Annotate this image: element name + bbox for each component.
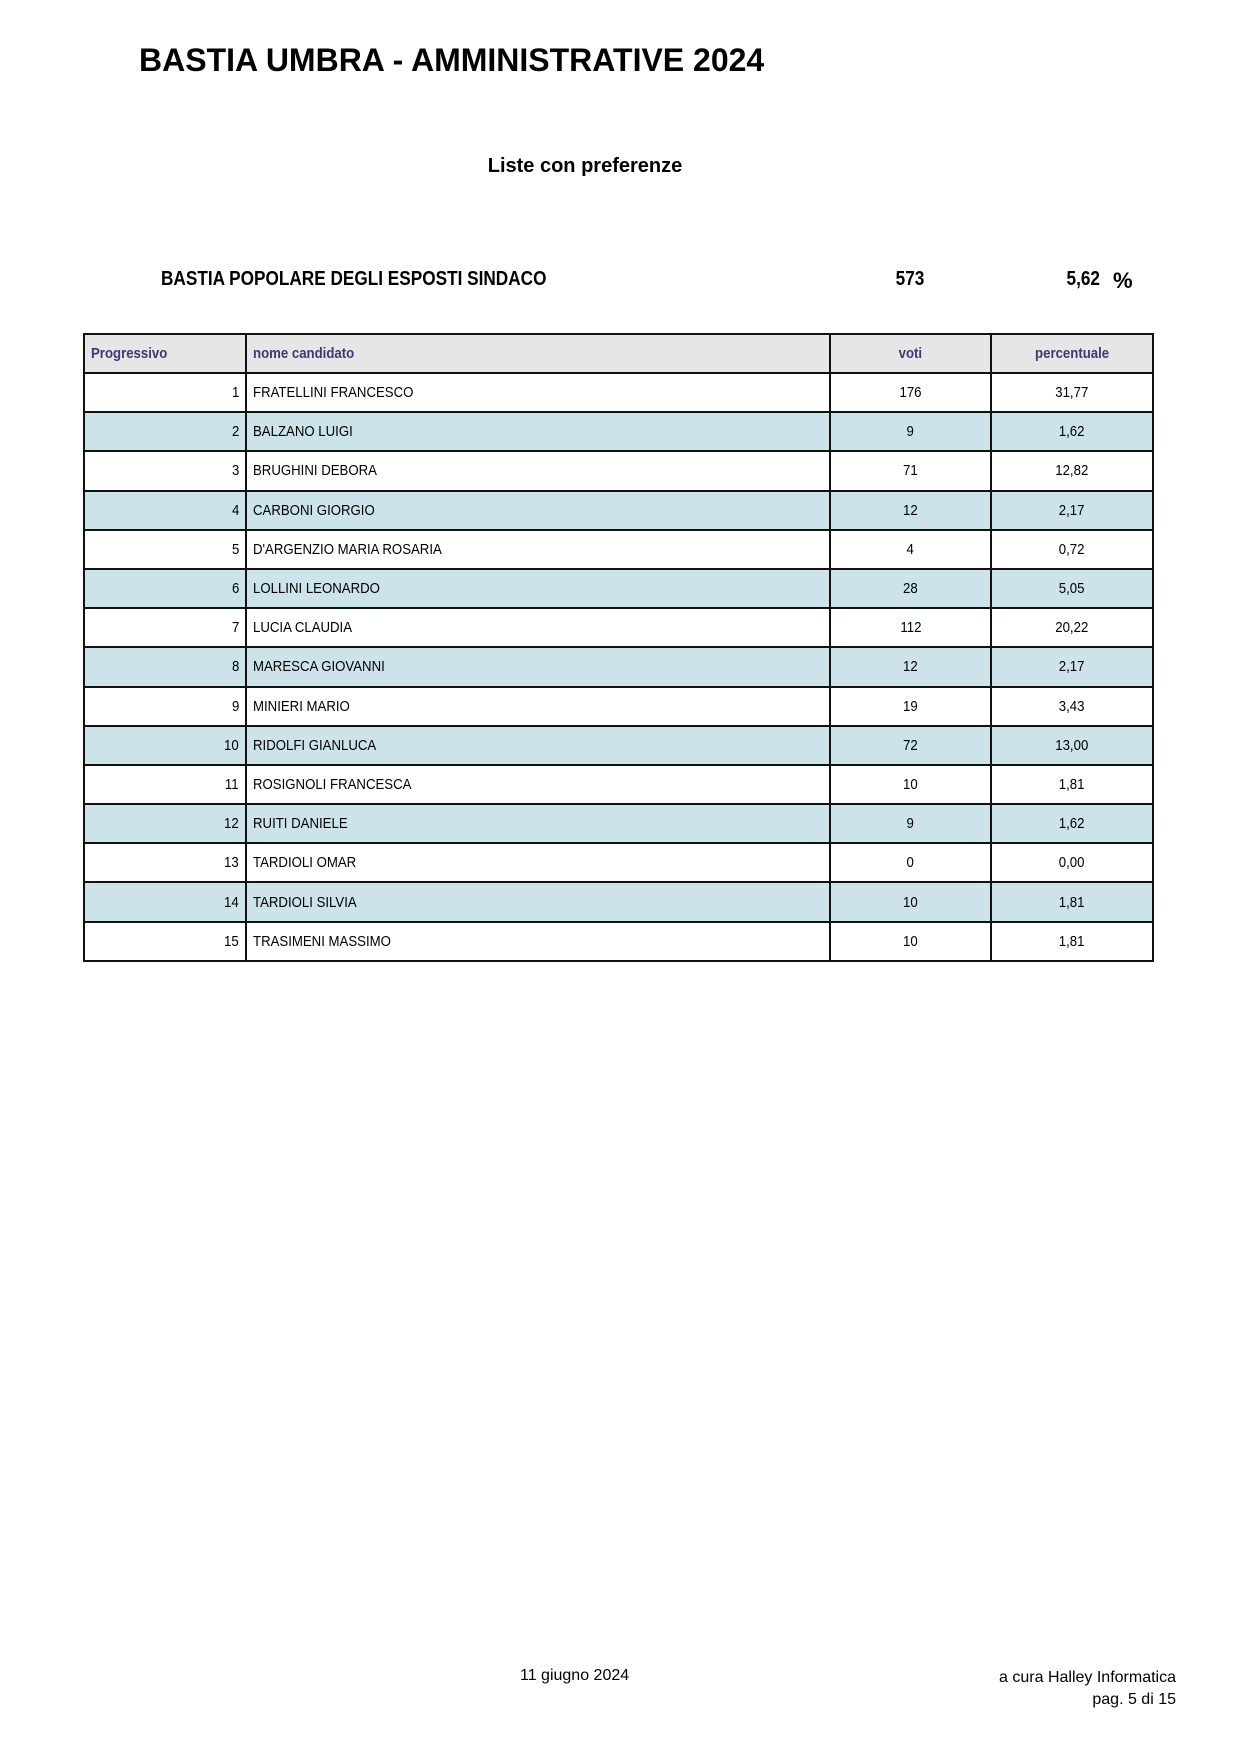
cell-voti-text: 112: [899, 619, 922, 637]
cell-nome-candidato: [246, 530, 830, 569]
cell-nome-candidato: [246, 765, 830, 804]
table-row: [84, 569, 1153, 608]
cell-percentuale-text: 13,00: [1055, 736, 1089, 754]
cell-percentuale: [991, 491, 1153, 530]
cell-voti-text: 10: [903, 775, 918, 793]
cell-nome-candidato: [246, 726, 830, 765]
cell-progressivo: [84, 608, 246, 647]
table-row: [84, 647, 1153, 686]
footer-credits: [999, 1667, 1176, 1711]
cell-nome-candidato-text: MINIERI MARIO: [253, 697, 350, 715]
cell-voti: [830, 687, 991, 726]
cell-voti: [830, 882, 991, 921]
cell-nome-candidato-text: LOLLINI LEONARDO: [253, 580, 380, 598]
column-header-progressivo: [84, 334, 246, 373]
list-percent-sign: %: [1113, 268, 1133, 293]
cell-voti: [830, 491, 991, 530]
cell-percentuale: [991, 608, 1153, 647]
cell-voti-text: 10: [903, 932, 918, 950]
cell-percentuale: [991, 765, 1153, 804]
cell-voti-text: 71: [903, 462, 918, 480]
cell-percentuale-text: 0,00: [1059, 854, 1085, 872]
column-header-percentuale: [991, 334, 1153, 373]
cell-percentuale-text: 3,43: [1059, 697, 1085, 715]
cell-progressivo-text: 3: [231, 462, 239, 480]
table-row: [84, 922, 1153, 961]
cell-nome-candidato-text: FRATELLINI FRANCESCO: [253, 384, 414, 402]
table-header-row: [84, 334, 1153, 373]
cell-nome-candidato: [246, 373, 830, 412]
cell-progressivo-text: 13: [224, 854, 239, 872]
cell-percentuale-text: 1,81: [1059, 932, 1085, 950]
cell-percentuale: [991, 569, 1153, 608]
cell-progressivo-text: 12: [224, 815, 239, 833]
cell-percentuale-text: 1,81: [1059, 893, 1085, 911]
cell-progressivo-text: 8: [231, 658, 239, 676]
cell-voti-text: 12: [903, 658, 918, 676]
cell-progressivo: [84, 843, 246, 882]
cell-percentuale: [991, 530, 1153, 569]
cell-voti-text: 176: [899, 384, 922, 402]
list-percentage: 5,62: [1066, 268, 1100, 290]
cell-percentuale: [991, 726, 1153, 765]
cell-progressivo: [84, 882, 246, 921]
cell-percentuale: [991, 373, 1153, 412]
cell-progressivo: [84, 451, 246, 490]
cell-percentuale-text: 0,72: [1059, 540, 1085, 558]
cell-voti-text: 9: [906, 815, 915, 833]
cell-voti-text: 4: [906, 540, 915, 558]
footer-page-number: pag. 5 di 15: [1092, 1691, 1176, 1708]
table-row: [84, 765, 1153, 804]
cell-progressivo: [84, 922, 246, 961]
cell-progressivo-text: 7: [231, 619, 239, 637]
cell-progressivo-text: 5: [231, 540, 239, 558]
cell-progressivo: [84, 412, 246, 451]
cell-percentuale: [991, 922, 1153, 961]
cell-percentuale: [991, 687, 1153, 726]
cell-nome-candidato: [246, 882, 830, 921]
cell-progressivo-text: 1: [231, 384, 239, 402]
cell-nome-candidato: [246, 569, 830, 608]
list-votes: 573: [895, 268, 925, 290]
cell-nome-candidato-text: BALZANO LUIGI: [253, 423, 353, 441]
cell-nome-candidato-text: D'ARGENZIO MARIA ROSARIA: [253, 540, 442, 558]
cell-progressivo: [84, 726, 246, 765]
cell-voti-text: 72: [903, 736, 918, 754]
column-header-label: nome candidato: [253, 345, 355, 362]
cell-progressivo-text: 9: [231, 697, 239, 715]
column-header-label: Progressivo: [91, 345, 168, 362]
table-row: [84, 843, 1153, 882]
cell-percentuale-text: 2,17: [1059, 501, 1085, 519]
cell-progressivo: [84, 804, 246, 843]
cell-percentuale: [991, 451, 1153, 490]
cell-nome-candidato-text: MARESCA GIOVANNI: [253, 658, 385, 676]
cell-nome-candidato: [246, 608, 830, 647]
cell-nome-candidato: [246, 451, 830, 490]
cell-percentuale-text: 1,62: [1059, 815, 1085, 833]
cell-nome-candidato-text: TRASIMENI MASSIMO: [253, 932, 391, 950]
cell-nome-candidato-text: LUCIA CLAUDIA: [253, 619, 353, 637]
cell-voti: [830, 765, 991, 804]
cell-nome-candidato-text: RUITI DANIELE: [253, 815, 348, 833]
table-row: [84, 726, 1153, 765]
cell-progressivo: [84, 530, 246, 569]
cell-voti: [830, 647, 991, 686]
cell-voti: [830, 412, 991, 451]
cell-progressivo-text: 6: [231, 580, 239, 598]
cell-nome-candidato: [246, 647, 830, 686]
column-header-nome-candidato: [246, 334, 830, 373]
cell-percentuale-text: 1,62: [1059, 423, 1085, 441]
cell-progressivo: [84, 647, 246, 686]
cell-percentuale: [991, 804, 1153, 843]
cell-progressivo-text: 14: [224, 893, 239, 911]
cell-percentuale-text: 20,22: [1055, 619, 1089, 637]
list-summary: [0, 268, 1240, 298]
page-title: BASTIA UMBRA - AMMINISTRATIVE 2024: [139, 42, 765, 78]
cell-percentuale: [991, 843, 1153, 882]
cell-nome-candidato-text: TARDIOLI OMAR: [253, 854, 357, 872]
cell-progressivo-text: 2: [231, 423, 239, 441]
table-row: [84, 373, 1153, 412]
footer-credit: a cura Halley Informatica: [999, 1669, 1176, 1686]
cell-percentuale: [991, 882, 1153, 921]
cell-nome-candidato-text: CARBONI GIORGIO: [253, 501, 375, 519]
table-row: [84, 530, 1153, 569]
cell-voti: [830, 569, 991, 608]
cell-voti-text: 10: [903, 893, 918, 911]
cell-percentuale-text: 31,77: [1055, 384, 1089, 402]
cell-nome-candidato-text: TARDIOLI SILVIA: [253, 893, 357, 911]
cell-voti-text: 9: [906, 423, 915, 441]
cell-voti-text: 12: [903, 501, 918, 519]
column-header-label: voti: [898, 345, 923, 362]
table-row: [84, 882, 1153, 921]
cell-progressivo: [84, 687, 246, 726]
cell-nome-candidato: [246, 804, 830, 843]
cell-nome-candidato: [246, 491, 830, 530]
cell-nome-candidato: [246, 922, 830, 961]
footer-date: 11 giugno 2024: [520, 1667, 630, 1684]
cell-voti: [830, 726, 991, 765]
cell-voti: [830, 530, 991, 569]
cell-voti: [830, 608, 991, 647]
cell-voti-text: 19: [903, 697, 918, 715]
column-header-voti: [830, 334, 991, 373]
cell-voti: [830, 922, 991, 961]
cell-percentuale-text: 2,17: [1059, 658, 1085, 676]
cell-progressivo: [84, 491, 246, 530]
cell-voti: [830, 451, 991, 490]
cell-progressivo-text: 15: [224, 932, 239, 950]
cell-voti-text: 28: [903, 580, 918, 598]
cell-voti: [830, 843, 991, 882]
table-row: [84, 451, 1153, 490]
cell-nome-candidato: [246, 843, 830, 882]
table-row: [84, 608, 1153, 647]
cell-nome-candidato-text: ROSIGNOLI FRANCESCA: [253, 775, 412, 793]
cell-nome-candidato-text: BRUGHINI DEBORA: [253, 462, 377, 480]
cell-percentuale: [991, 647, 1153, 686]
cell-progressivo: [84, 765, 246, 804]
cell-voti-text: 0: [906, 854, 915, 872]
cell-progressivo: [84, 569, 246, 608]
cell-nome-candidato: [246, 687, 830, 726]
table-row: [84, 687, 1153, 726]
cell-percentuale-text: 12,82: [1055, 462, 1089, 480]
cell-nome-candidato-text: RIDOLFI GIANLUCA: [253, 736, 377, 754]
cell-voti: [830, 804, 991, 843]
cell-percentuale-text: 5,05: [1059, 580, 1085, 598]
column-header-label: percentuale: [1034, 345, 1110, 362]
table-row: [84, 804, 1153, 843]
cell-percentuale-text: 1,81: [1059, 775, 1085, 793]
section-subtitle: Liste con preferenze: [487, 155, 683, 177]
cell-progressivo-text: 10: [224, 736, 239, 754]
table-row: [84, 412, 1153, 451]
cell-progressivo: [84, 373, 246, 412]
cell-progressivo-text: 11: [225, 775, 239, 793]
list-name: BASTIA POPOLARE DEGLI ESPOSTI SINDACO: [161, 268, 547, 290]
cell-nome-candidato: [246, 412, 830, 451]
candidates-table: [83, 333, 1154, 962]
table-row: [84, 491, 1153, 530]
cell-percentuale: [991, 412, 1153, 451]
cell-progressivo-text: 4: [231, 501, 239, 519]
cell-voti: [830, 373, 991, 412]
